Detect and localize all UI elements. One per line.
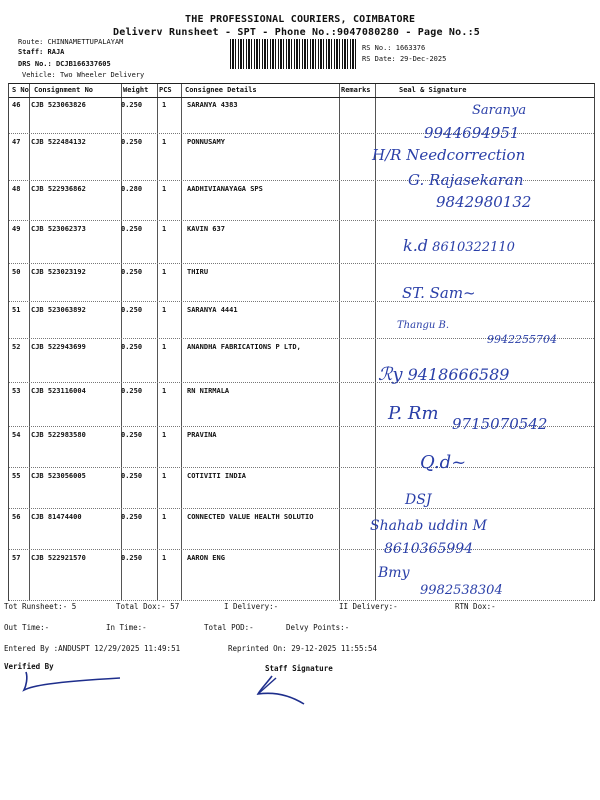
handwriting-row53-phone: 9715070542	[452, 415, 548, 433]
row-weight: 0.250	[121, 387, 143, 395]
handwriting-row53-signature: P. Rm	[388, 403, 439, 424]
vehicle-label: Vehicle:	[22, 71, 56, 79]
total-pod: Total POD:-	[204, 623, 254, 632]
row-weight: 0.250	[121, 343, 143, 351]
row-weight: 0.250	[121, 225, 143, 233]
col-pcs: PCS	[159, 86, 172, 94]
row-sno: 51	[12, 306, 21, 314]
tot-runsheet: Tot Runsheet:- 5	[4, 602, 77, 611]
handwriting-row49: k.d 8610322110	[403, 236, 515, 255]
ii-delivery: II Delivery:-	[339, 602, 398, 611]
row-consignment-no: CJB 522983580	[31, 431, 86, 439]
row-pcs: 1	[162, 472, 167, 480]
table-row	[9, 264, 594, 302]
table-row	[9, 509, 594, 550]
handwriting-row49-phone: 8610322110	[432, 240, 515, 255]
handwriting-row52-phone: 9418666589	[407, 365, 510, 384]
row-sno: 49	[12, 225, 21, 233]
staff-label: Staff:	[18, 48, 44, 56]
row-weight: 0.250	[121, 306, 143, 314]
row-weight: 0.250	[121, 138, 143, 146]
row-weight: 0.280	[121, 185, 143, 193]
handwriting-row57-signature: Bmy	[378, 565, 410, 581]
rs-no-label: RS No.:	[362, 44, 392, 52]
row-consignment-no: CJB 523063892	[31, 306, 86, 314]
handwriting-row50-signature: ST. Sam~	[402, 284, 476, 302]
row-sno: 48	[12, 185, 21, 193]
route-label: Route:	[18, 38, 44, 46]
row-consignee: CONNECTED VALUE HEALTH SOLUTIO	[187, 513, 314, 521]
handwriting-row47: H/R Needcorrection	[372, 146, 526, 164]
delvy-points: Delvy Points:-	[286, 623, 350, 632]
row-consignment-no: CJB 523062373	[31, 225, 86, 233]
row-consignment-no: CJB 522921570	[31, 554, 86, 562]
col-consignment: Consignment No	[34, 86, 94, 94]
row-consignment-no: CJB 523056005	[31, 472, 86, 480]
row-consignment-no: CJB 522484132	[31, 138, 86, 146]
rs-no-value: 1663376	[395, 44, 426, 52]
barcode	[230, 39, 358, 69]
row-pcs: 1	[162, 268, 167, 276]
runsheet-title: Deliverv Runsheet - SPT - Phone No.:9047080280 - Page No.:5	[113, 27, 481, 38]
row-sno: 54	[12, 431, 21, 439]
row-weight: 0.250	[121, 101, 143, 109]
col-consignee: Consignee Details	[185, 86, 257, 94]
rs-no-line	[362, 44, 425, 52]
row-sno: 52	[12, 343, 21, 351]
table-row	[9, 427, 594, 468]
row-consignee: ANANDHA FABRICATIONS P LTD,	[187, 343, 301, 351]
row-weight: 0.250	[121, 268, 143, 276]
table-row	[9, 468, 594, 509]
row-consignment-no: CJB 523116004	[31, 387, 86, 395]
handwriting-row48-phone: 9842980132	[436, 193, 532, 211]
rtn-dox: RTN Dox:-	[455, 602, 496, 611]
route-line	[18, 38, 123, 46]
row-pcs: 1	[162, 431, 167, 439]
handwriting-row56-phone: 8610365994	[384, 541, 474, 557]
staff-value: RAJA	[47, 48, 65, 56]
handwriting-row57-phone: 9982538304	[420, 583, 503, 598]
staff-signature-mark	[252, 672, 322, 708]
vehicle-line	[22, 71, 144, 79]
verified-by-signature	[20, 668, 130, 696]
handwriting-row52: ℛy 9418666589	[378, 364, 510, 385]
col-seal-signature: Seal & Signature	[399, 86, 467, 94]
entered-by: Entered By :ANDUSPT 12/29/2025 11:49:51	[4, 644, 181, 653]
vehicle-value: Two Wheeler Delivery	[59, 71, 145, 79]
reprinted-on: Reprinted On: 29-12-2025 11:55:54	[228, 644, 378, 653]
drs-value: DCJB166337605	[55, 60, 111, 68]
verified-by: Verified By	[4, 662, 54, 671]
row-sno: 55	[12, 472, 21, 480]
route-value: CHINNAMETTUPALAYAM	[47, 38, 124, 46]
row-weight: 0.250	[121, 513, 143, 521]
handwriting-row51-phone: 9942255704	[487, 333, 557, 346]
handwriting-row46-phone: 9944694951	[424, 124, 520, 142]
row-pcs: 1	[162, 306, 167, 314]
rs-date-line	[362, 55, 446, 63]
col-sno: S No	[12, 86, 29, 94]
row-pcs: 1	[162, 101, 167, 109]
col-weight: Weight	[123, 86, 149, 94]
row-pcs: 1	[162, 343, 167, 351]
row-pcs: 1	[162, 554, 167, 562]
row-consignee: RN NIRMALA	[187, 387, 230, 395]
row-consignee: SARANYA 4383	[187, 101, 238, 109]
row-consignee: SARANYA 4441	[187, 306, 238, 314]
row-consignment-no: CJB 522943699	[31, 343, 86, 351]
row-pcs: 1	[162, 185, 167, 193]
row-sno: 50	[12, 268, 21, 276]
table-header	[9, 84, 594, 98]
row-weight: 0.250	[121, 472, 143, 480]
rs-date-value: 29-Dec-2025	[399, 55, 447, 63]
out-time: Out Time:-	[4, 623, 50, 632]
handwriting-row46-name: Saranya	[472, 103, 527, 118]
total-dox: Total Dox:- 57	[116, 602, 180, 611]
row-pcs: 1	[162, 225, 167, 233]
row-pcs: 1	[162, 387, 167, 395]
staff-line	[18, 48, 64, 56]
row-consignee: PONNUSAMY	[187, 138, 225, 146]
row-sno: 47	[12, 138, 21, 146]
row-pcs: 1	[162, 138, 167, 146]
row-consignee: KAVIN 637	[187, 225, 225, 233]
row-consignee: AARON ENG	[187, 554, 225, 562]
table-row	[9, 550, 594, 601]
row-consignee: PRAVINA	[187, 431, 217, 439]
row-consignee: THIRU	[187, 268, 209, 276]
row-pcs: 1	[162, 513, 167, 521]
handwriting-row55: DSJ	[405, 492, 432, 508]
row-consignee: AADHIVIANAYAGA SPS	[187, 185, 263, 193]
row-consignment-no: CJB 523023192	[31, 268, 86, 276]
col-remarks: Remarks	[341, 86, 371, 94]
row-sno: 46	[12, 101, 21, 109]
row-weight: 0.250	[121, 431, 143, 439]
row-weight: 0.250	[121, 554, 143, 562]
row-consignee: COTIVITI INDIA	[187, 472, 247, 480]
in-time: In Time:-	[106, 623, 147, 632]
handwriting-row48-name: G. Rajasekaran	[408, 171, 524, 189]
row-consignment-no: CJB 522936862	[31, 185, 86, 193]
rs-date-label: RS Date:	[362, 55, 396, 63]
row-consignment-no: CJB 523063826	[31, 101, 86, 109]
staff-signature: Staff Signature	[265, 664, 333, 673]
handwriting-row56-name: Shahab uddin M	[370, 518, 487, 534]
drs-label: DRS No.:	[18, 60, 52, 68]
handwriting-row51-name: Thangu B.	[397, 320, 450, 331]
drs-line	[18, 60, 111, 68]
company-title: THE PROFESSIONAL COURIERS, COIMBATORE	[185, 14, 416, 25]
row-sno: 53	[12, 387, 21, 395]
row-sno: 56	[12, 513, 21, 521]
i-delivery: I Delivery:-	[224, 602, 279, 611]
row-consignment-no: CJB 81474400	[31, 513, 82, 521]
handwriting-row54-signature: Q.d~	[420, 452, 467, 473]
row-sno: 57	[12, 554, 21, 562]
